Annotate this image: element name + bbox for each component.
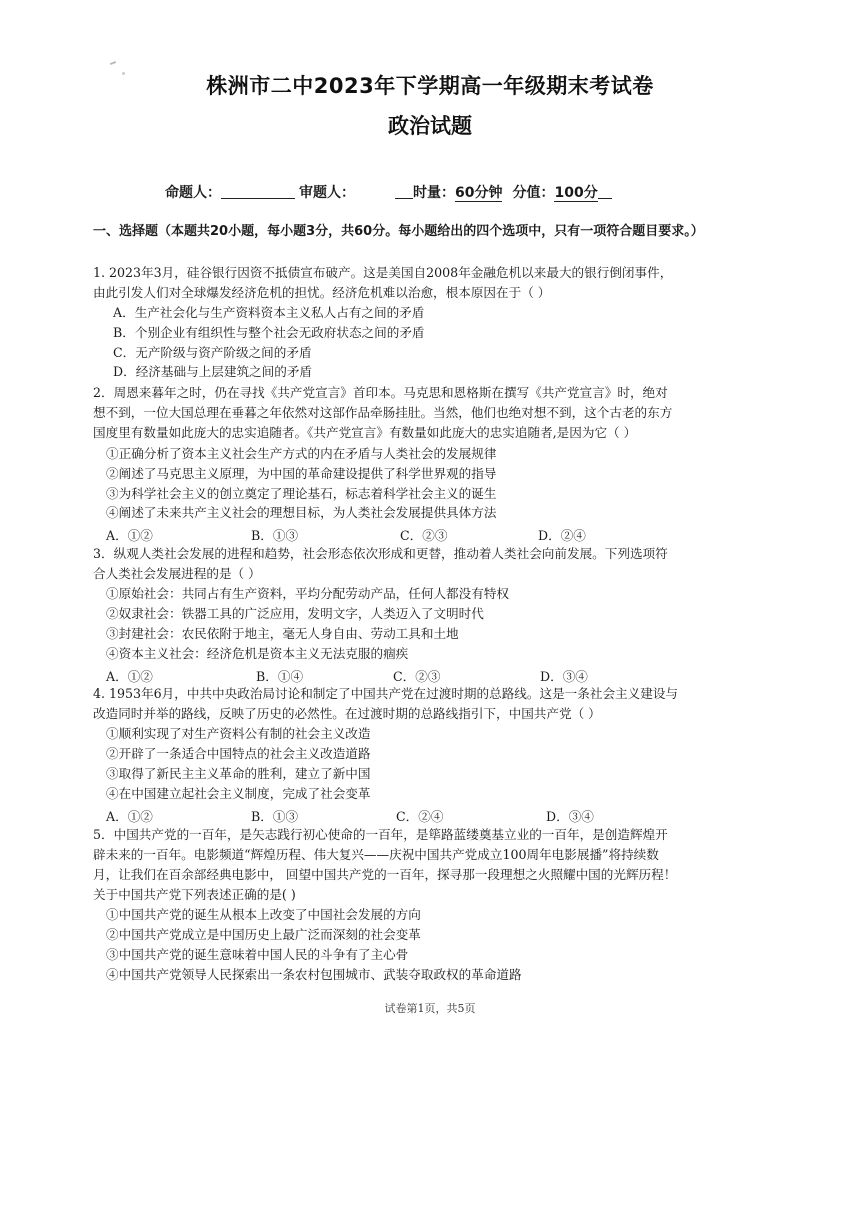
q2-stem-line: 2．周恩来暮年之时，仍在寻找《共产党宣言》首印本。马克思和恩格斯在撰写《共产党宣言》时，绝对 — [93, 385, 668, 400]
time-label: 时量： — [413, 185, 455, 201]
q3-option-c: C．②③ — [393, 669, 441, 684]
page-footer: 试卷第1页，共5页 — [384, 1002, 476, 1015]
q5-statement: ③中国共产党的诞生意味着中国人民的斗争有了主心骨 — [106, 947, 409, 962]
q2-option-c: C．②③ — [400, 528, 448, 543]
q4-stem-line: 改造同时并举的路线，反映了历史的必然性。在过渡时期的总路线指引下，中国共产党（ ） — [93, 706, 601, 721]
q3-statement: ②奴隶社会：铁器工具的广泛应用，发明文字，人类迈入了文明时代 — [106, 606, 484, 621]
q3-option-b: B．①④ — [256, 669, 304, 684]
q3-statement: ③封建社会：农民依附于地主，毫无人身自由、劳动工具和土地 — [106, 626, 459, 641]
q4-option-c: C．②④ — [396, 809, 444, 824]
q5-statement: ②中国共产党成立是中国历史上最广泛而深刻的社会变革 — [106, 927, 421, 942]
q4-option-b: B．①③ — [251, 809, 299, 824]
section-heading: 一、选择题（本题共20小题，每小题3分，共60分。每小题给出的四个选项中，只有一项符合题目要求。） — [93, 224, 704, 239]
q2-statement: ①正确分析了资本主义社会生产方式的内在矛盾与人类社会的发展规律 — [106, 446, 497, 461]
q3-statement: ④资本主义社会：经济危机是资本主义无法克服的痼疾 — [106, 646, 409, 661]
score-blank — [598, 184, 612, 199]
score-value: 100分 — [554, 185, 598, 201]
q5-statement: ①中国共产党的诞生从根本上改变了中国社会发展的方向 — [106, 907, 421, 922]
q4-stem-line: 4. 1953年6月，中共中央政治局讨论和制定了中国共产党在过渡时期的总路线。这是一条社会主义建设与 — [93, 686, 679, 701]
score-label: 分值： — [512, 185, 555, 201]
q1-option-c: C．无产阶级与资产阶级之间的矛盾 — [113, 345, 312, 360]
q4-option-d: D．③④ — [546, 809, 594, 824]
q3-stem-line: 合人类社会发展进程的是（ ） — [93, 566, 261, 581]
q4-statement: ③取得了新民主主义革命的胜利，建立了新中国 — [106, 766, 371, 781]
q1-option-a: A．生产社会化与生产资料资本主义私人占有之间的矛盾 — [113, 305, 425, 320]
exam-title: 株洲市二中2023年下学期高一年级期末考试卷 — [206, 74, 654, 98]
q4-option-a: A．①② — [106, 809, 153, 824]
q2-statement: ③为科学社会主义的创立奠定了理论基石，标志着科学社会主义的诞生 — [106, 486, 497, 501]
exam-meta — [165, 182, 612, 202]
q4-statement: ①顺利实现了对生产资料公有制的社会主义改造 — [106, 726, 371, 741]
q2-statement: ④阐述了未来共产主义社会的理想目标，为人类社会发展提供具体方法 — [106, 505, 497, 520]
q4-statement: ②开辟了一条适合中国特点的社会主义改造道路 — [106, 746, 371, 761]
q3-stem-line: 3．纵观人类社会发展的进程和趋势，社会形态依次形成和更替，推动着人类社会向前发展。下列选项符 — [93, 546, 668, 561]
q3-option-d: D．③④ — [540, 669, 588, 684]
q1-option-d: D．经济基础与上层建筑之间的矛盾 — [113, 364, 313, 379]
q3-statement: ①原始社会：共同占有生产资料，平均分配劳动产品，任何人都没有特权 — [106, 586, 509, 601]
q1-option-b: B．个别企业有组织性与整个社会无政府状态之间的矛盾 — [113, 325, 425, 340]
time-value: 60分钟 — [455, 185, 503, 201]
q3-option-a: A．①② — [106, 669, 153, 684]
q4-statement: ④在中国建立起社会主义制度，完成了社会变革 — [106, 786, 371, 801]
author-blank — [221, 184, 295, 199]
q2-option-d: D．②④ — [538, 528, 586, 543]
q2-statement: ②阐述了马克思主义原理，为中国的革命建设提供了科学世界观的指导 — [106, 466, 497, 481]
q5-stem-line: 辟未来的一百年。电影频道“辉煌历程、伟大复兴——庆祝中国共产党成立100周年电影展播”将持续数 — [93, 847, 659, 862]
q2-option-b: B．①③ — [251, 528, 299, 543]
scan-speck — [110, 61, 116, 65]
q5-stem-line: 月，让我们在百余部经典电影中， 回望中国共产党的一百年，探寻那一段理想之火照耀中国的光辉历程！ — [93, 867, 677, 882]
q1-stem-line: 由此引发人们对全球爆发经济危机的担忧。经济危机难以治愈，根本原因在于（ ） — [93, 285, 551, 300]
exam-subtitle: 政治试题 — [388, 114, 472, 138]
author-label: 命题人： — [165, 185, 221, 201]
reviewer-blank — [395, 184, 413, 199]
q1-stem-line: 1. 2023年3月，硅谷银行因资不抵债宣布破产。这是美国自2008年金融危机以来最大的银行倒闭事件， — [93, 265, 673, 280]
reviewer-label: 审题人： — [299, 185, 355, 201]
q5-stem-line: 5．中国共产党的一百年，是矢志践行初心使命的一百年，是筚路蓝缕奠基立业的一百年，是创造辉煌开 — [93, 827, 668, 842]
q2-option-a: A．①② — [106, 528, 153, 543]
q5-stem-line: 关于中国共产党下列表述正确的是( ) — [93, 887, 296, 902]
q2-stem-line: 想不到，一位大国总理在垂暮之年依然对这部作品牵肠挂肚。当然，他们也绝对想不到，这个古老的东方 — [93, 405, 673, 420]
q2-stem-line: 国度里有数量如此庞大的忠实追随者。《共产党宣言》有数量如此庞大的忠实追随者,是因为它（ ） — [93, 425, 637, 440]
q5-statement: ④中国共产党领导人民探索出一条农村包围城市、武装夺取政权的革命道路 — [106, 967, 522, 982]
